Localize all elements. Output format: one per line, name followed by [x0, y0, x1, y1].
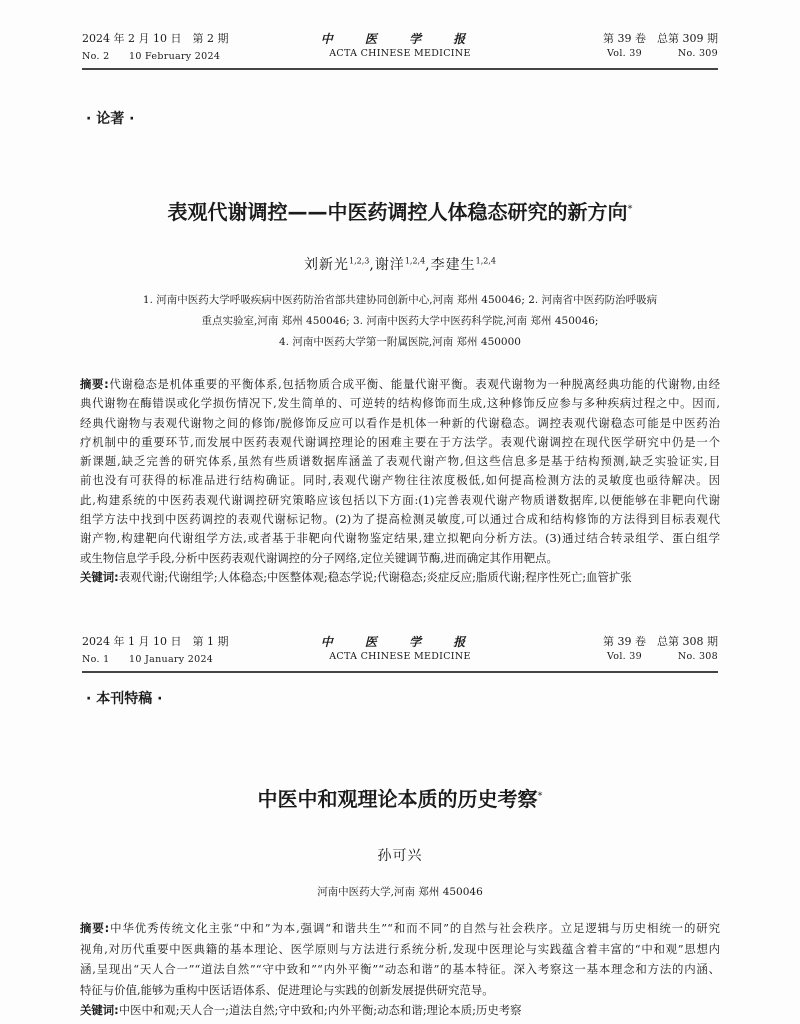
abstract-line: 代谢稳态是机体重要的平衡体系,包括物质合成平衡、能量代谢平衡。表观代谢物为一种脱离经典功能的代谢物,由经: [108, 377, 720, 391]
journal-header: [82, 30, 718, 70]
abstract-line: 视角,对历代重要中医典籍的基本理论、医学原则与方法进行系统分析,发现中医理论与实践蕴含着丰富的“中和观”思想内: [80, 941, 720, 956]
keywords-label: 关键词:: [80, 569, 119, 584]
header-vol-en: Vol. 39: [607, 48, 642, 59]
header-date-cn: 2024 年 2 月 10 日 第 2 期: [82, 32, 229, 45]
abstract-label: 摘要:: [80, 921, 110, 935]
affiliation-line: 重点实验室,河南 郑州 450046; 3. 河南中医药大学中医药科学院,河南 郑州 450046;: [201, 315, 599, 327]
journal-header: [82, 633, 718, 673]
author-name: 刘新光: [304, 257, 349, 273]
abstract: [80, 918, 720, 1021]
abstract-line: 谢产物,构建靶向代谢组学方法,或者基于非靶向代谢物鉴定结果,建立拟靶向分析方法。(3)通过结合转录组学、蛋白组学: [80, 531, 720, 546]
author-affil-mark: 1,2,3: [349, 256, 370, 266]
abstract-line: 前也没有可获得的标准品进行结构确证。同时,表观代谢产物往往浓度极低,如何提高检测方法的灵敏度也亟待解决。因: [80, 473, 720, 488]
keywords: [80, 568, 720, 587]
affiliation-line: 河南中医药大学,河南 郑州 450046: [317, 886, 483, 898]
author-affil-mark: 1,2,4: [404, 256, 426, 266]
header-date-cn: 2024 年 1 月 10 日 第 1 期: [82, 635, 229, 648]
title-footnote-mark: *: [627, 203, 633, 215]
abstract-line: 组学方法中找到中医药调控的表观代谢标记物。(2)为了提高检测灵敏度,可以通过合成和结构修饰的方法得到目标表观代: [80, 512, 720, 527]
affiliations: [0, 290, 800, 353]
author-separator: ,: [369, 257, 375, 273]
author-separator: ,: [425, 257, 431, 273]
abstract-line: 此,构建系统的中医药表观代谢调控研究策略应该包括以下方面:(1)完善表观代谢产物质谱数据库,以便能够在非靶向代谢: [80, 492, 720, 507]
keywords-text: 中医中和观;天人合一;道法自然;守中致和;内外平衡;动态和谐;理论本质;历史考察: [118, 1003, 522, 1017]
header-issue-en: No. 1 10 January 2024: [82, 654, 214, 665]
section-label: · 论著 ·: [86, 111, 135, 127]
abstract-line: 典代谢物在酶错误或化学损伤情况下,发生简单的、可逆转的结构修饰而生成,这种修饰反应参与多种疾病过程之中。因而,: [80, 396, 720, 411]
abstract-line: 或生物信息学手段,分析中医药表观代谢调控的分子网络,定位关键调节酶,进而确定其作用靶点。: [80, 550, 558, 565]
journal-logo: 中 医 学 报: [320, 32, 480, 46]
header-no-en: No. 309: [677, 48, 718, 59]
abstract-line: 特征与价值,能够为重构中医话语体系、促进理论与实践的创新发展提供研究范导。: [80, 982, 494, 997]
header-journal-en: ACTA CHINESE MEDICINE: [329, 48, 471, 59]
title-text: 表观代谢调控——中医药调控人体稳态研究的新方向: [167, 200, 628, 224]
header-volume-cn: 第 39 卷 总第 309 期: [603, 32, 718, 45]
author-list: [0, 254, 800, 274]
title-footnote-mark: *: [537, 790, 543, 802]
affiliation-line: 1. 河南中医药大学呼吸疾病中医药防治省部共建协同创新中心,河南 郑州 450046; 2. 河南省中医药防治呼吸病: [142, 294, 658, 306]
author-name: 李建生: [430, 257, 476, 273]
author-name: 谢洋: [374, 257, 405, 273]
header-journal-en: ACTA CHINESE MEDICINE: [329, 651, 471, 662]
affiliation-line: 4. 河南中医药大学第一附属医院,河南 郑州 450000: [279, 336, 521, 348]
keywords-text: 表观代谢;代谢组学;人体稳态;中医整体观;稳态学说;代谢稳态;炎症反应;脂质代谢;程序性死亡;血管扩张: [118, 569, 632, 584]
header-vol-en: Vol. 39: [607, 651, 642, 662]
abstract-line: 经典代谢物与表观代谢物之间的修饰/脱修饰反应可以看作是机体一种新的代谢稳态。调控表观代谢稳态可能是中医药治: [80, 415, 720, 430]
author-affil-mark: 1,2,4: [475, 256, 496, 266]
keywords-label: 关键词:: [80, 1003, 119, 1017]
article-title: [0, 196, 800, 225]
title-text: 中医中和观理论本质的历史考察: [257, 787, 538, 811]
section-label: · 本刊特稿 ·: [86, 691, 163, 707]
abstract: [80, 375, 720, 587]
header-no-en: No. 308: [677, 651, 718, 662]
header-volume-cn: 第 39 卷 总第 308 期: [603, 635, 718, 648]
header-rule: [82, 671, 718, 673]
article-title: [0, 783, 800, 812]
abstract-line: 疗机制中的重要环节,而发展中医药表观代谢调控理论的困难主要在于方法学。表观代谢调控在现代医学研究中仍是一个: [80, 434, 720, 449]
abstract-line: 中华优秀传统文化主张“中和”为本,强调“和谐共生”“和而不同”的自然与社会秩序。立足逻辑与历史相统一的研究: [109, 921, 720, 935]
header-issue-en: No. 2 10 February 2024: [82, 51, 221, 62]
abstract-line: 涵,呈现出“天人合一”“道法自然”“守中致和”“内外平衡”“动态和谐”的基本特征。深入考察这一基本理念和方法的内涵、: [80, 962, 720, 976]
keywords: [80, 1000, 720, 1021]
header-rule: [82, 68, 718, 70]
author: 孙可兴: [377, 848, 423, 864]
abstract-line: 新课题,缺乏完善的研究体系,虽然有些质谱数据库涵盖了表观代谢产物,但这些信息多是基于结构预测,缺乏实验证实,目: [80, 454, 720, 469]
journal-logo: 中 医 学 报: [320, 635, 480, 649]
abstract-label: 摘要:: [80, 377, 109, 391]
